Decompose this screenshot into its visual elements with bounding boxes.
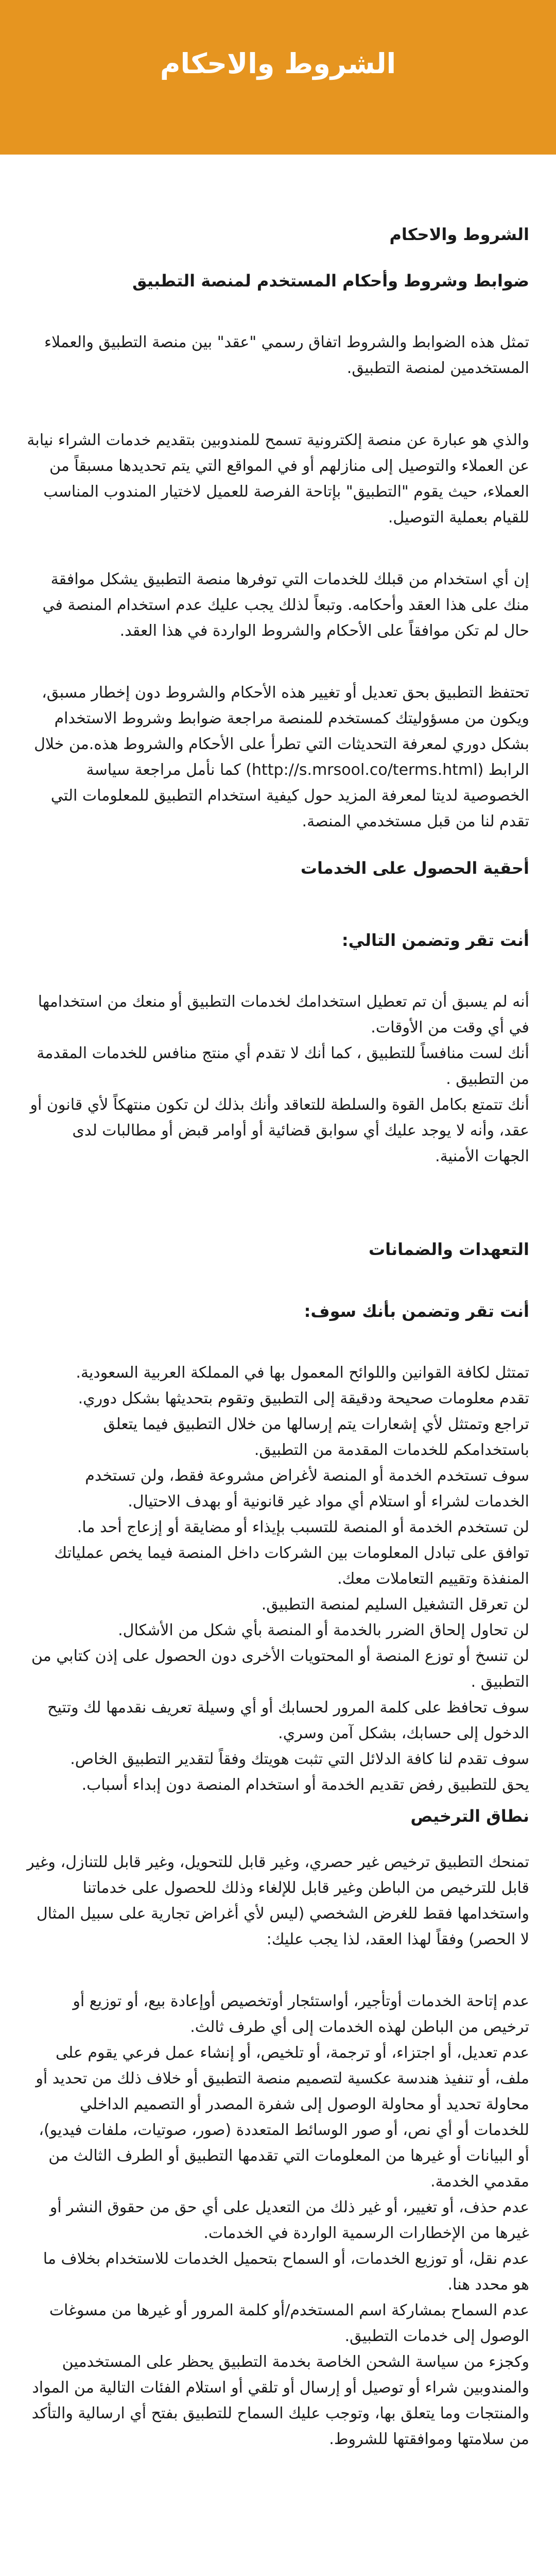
page-title: الشروط والاحكام <box>160 47 396 80</box>
terms-subtitle: ضوابط وشروط وأحكام المستخدم لمنصة التطبيق <box>132 271 529 291</box>
commitments-paragraph: تمتثل لكافة القوانين واللوائح المعمول بها في المملكة العربية السعودية. تقدم معلومات صحيحة ودقيقة إلى التطبيق وتقوم بتحديثها بشكل دوري. تراجع وتمتثل لأي إشعارات يتم إرسالها من خلال التطبيق فيما يتعلق باستخدامكم للخدمات المقدمة من التطبيق. سوف تستخدم الخدمة أو المنصة لأغراض مشروعة فقط، ولن تستخدم الخدمات لشراء أو استلام أي مواد غير قانونية أو بهدف الاحتيال. لن تستخدم الخدمة أو المنصة للتسبب بإيذاء أو مضايقة أو إزعاج أحد ما. توافق على تبادل المعلومات بين الشركات داخل المنصة فيما يخص عملياتك المنفذة وتقييم التعاملات معك. لن تعرقل التشغيل السليم لمنصة التطبيق. لن تحاول إلحاق الضرر بالخدمة أو المنصة بأي شكل من الأشكال. لن تنسخ أو توزع المنصة أو المحتويات الأخرى دون الحصول على إذن كتابي من التطبيق . سوف تحافظ على كلمة المرور لحسابك أو أي وسيلة تعريف نقدمها لك وتتيح الدخول إلى حسابك، بشكل آمن وسري. سوف تقدم لنا كافة الدلائل التي تثبت هويتك وفقاً لتقدير التطبيق الخاص. يحق للتطبيق رفض تقديم الخدمة أو استخدام المنصة دون إبداء أسباب. <box>31 1364 529 1794</box>
terms-paragraph-4: تحتفظ التطبيق بحق تعديل أو تغيير هذه الأحكام والشروط دون إخطار مسبق، ويكون من مسؤوليتك كمستخدم للمنصة مراجعة ضوابط وشروط الاستخدام بشكل دوري لمعرفة التحديثات التي تطرأ على الأحكام والشروط هذه.من خلال الرابط (http://s.mrsool.co/terms.html) كما نأمل مراجعة سياسة الخصوصية لديتا لمعرفة المزيد حول كيفية استخدام التطبيق للمعلومات التي تقدم لنا من قبل مستخدمي المنصة. <box>34 684 529 831</box>
terms-paragraph-2: والذي هو عبارة عن منصة إلكترونية تسمح للمندوبين بتقديم خدمات الشراء نيابة عن العملاء والتوصيل إلى منازلهم أو في المواقع التي يتم تحديدها مسبقاً من العملاء، حيث يقوم "التطبيق" بإتاحة الفرصة للعميل لاختيار المندوب المناسب للقيام بعملية التوصيل. <box>27 431 529 527</box>
terms-title: الشروط والاحكام <box>389 225 529 244</box>
section-subheading-access: أنت تقر وتضمن التالي: <box>341 930 529 950</box>
license-paragraph-1: تمنحك التطبيق ترخيص غير حصري، وغير قابل للتحويل، وغير قابل للتنازل، وغير قابل للترخيص من الباطن وغير قابل للإلغاء وذلك للحصول على خدماتنا واستخدامها فقط للغرض الشخصي (ليس لأي أغراض تجارية على سبيل المثال لا الحصر) وفقاً لهذا العقد، لذا يجب عليك: <box>27 1853 529 1948</box>
license-paragraph-2: عدم إتاحة الخدمات أوتأجير، أواستئجار أوتخصيص أوإعادة بيع، أو توزيع أو ترخيص من الباطن لهذه الخدمات إلى أي طرف ثالث. عدم تعديل، أو اجتزاء، أو ترجمة، أو تلخيص، أو إنشاء عمل فرعي يقوم على ملف، أو تنفيذ هندسة عكسية لتصميم منصة التطبيق أو خلاف ذلك من تحديد أو محاولة تحديد أو محاولة الوصول إلى شفرة المصدر أو التصميم الداخلي للخدمات أو أي نص، أو صور الوسائط المتعددة (صور، صوتيات، ملفات فيديو)، أو البيانات أو غيرها من المعلومات التي تقدمها التطبيق أو الطرف الثالث من مقدمي الخدمة. عدم حذف، أو تغيير، أو غير ذلك من التعديل على أي حق من حقوق النشر أو غيرها من الإخطارات الرسمية الواردة في الخدمات. عدم نقل، أو توزيع الخدمات، أو السماح بتحميل الخدمات للاستخدام بخلاف ما هو محدد هنا. عدم السماح بمشاركة اسم المستخدم/أو كلمة المرور أو غيرها من مسوغات الوصول إلى خدمات التطبيق. وكجزء من سياسة الشحن الخاصة بخدمة التطبيق يحظر على المستخدمين والمندوبين شراء أو توصيل أو إرسال أو تلقي أو استلام الفئات التالية من المواد والمنتجات وما يتعلق بها، وتوجب عليك السماح للتطبيق بفتح أي ارسالية والتأكد من سلامتها وموافقتها للشروط. <box>31 1992 529 2448</box>
access-paragraph: أنه لم يسبق أن تم تعطيل استخدامك لخدمات التطبيق أو منعك من استخدامها في أي وقت من الأوقات. أنك لست منافساً للتطبيق ، كما أنك لا تقدم أي منتج منافس للخدمات المقدمة من التطبيق . أنك تتمتع بكامل القوة والسلطة للتعاقد وأنك بذلك لن تكون منتهكاً لأي قانون أو عقد، وأنه لا يوجد عليك أي سوابق قضائية أو أوامر قبض أو مطالبات لدى الجهات الأمنية. <box>30 993 529 1165</box>
terms-paragraph-1: تمثل هذه الضوابط والشروط اتفاق رسمي "عقد" بين منصة التطبيق والعملاء المستخدمين لمنصة التطبيق. <box>44 333 529 377</box>
section-heading-commitments: التعهدات والضمانات <box>368 1240 529 1259</box>
section-heading-access: أحقية الحصول على الخدمات <box>300 858 529 878</box>
app-header <box>0 0 556 155</box>
section-heading-license: نطاق الترخيص <box>410 1806 529 1826</box>
terms-content <box>27 155 529 2452</box>
terms-paragraph-3: إن أي استخدام من قبلك للخدمات التي توفرها منصة التطبيق يشكل موافقة منك على هذا العقد وأحكامه. وتبعاً لذلك يجب عليك عدم استخدام المنصة في حال لم تكن موافقاً على الأحكام والشروط الواردة في هذا العقد. <box>42 570 529 640</box>
section-subheading-commitments: أنت تقر وتضمن بأنك سوف: <box>304 1301 529 1321</box>
